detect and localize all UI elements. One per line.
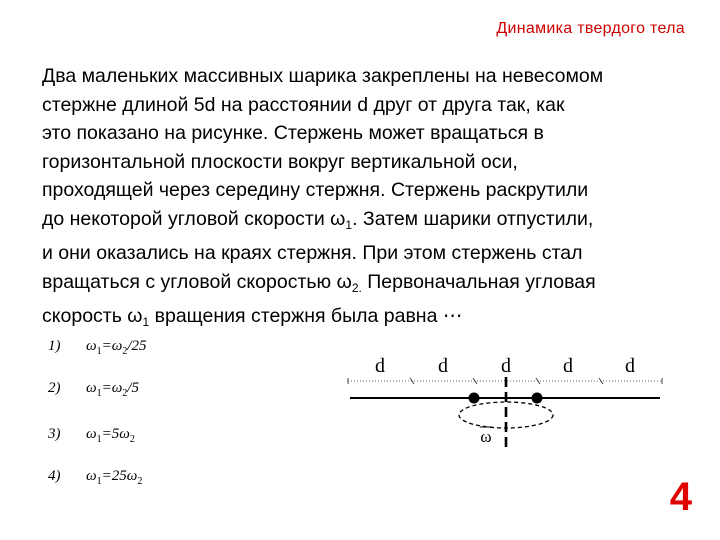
answer-number: 3) (48, 426, 61, 442)
segment-label-d: d (438, 355, 448, 377)
problem-line: Два маленьких массивных шарика закреплены на невесомом (42, 65, 604, 87)
problem-line: это показано на рисунке. Стержень может вращаться в (42, 122, 544, 144)
problem-line-text: скорость ω (42, 305, 143, 327)
problem-text (42, 62, 682, 337)
answer-formula: $\omega_1=\omega_2/25$ (86, 338, 147, 357)
rod-diagram (340, 345, 670, 455)
problem-line-tail: Первоначальная угловая (361, 270, 596, 293)
segment-label-d: d (375, 355, 385, 377)
segment-label-d: d (501, 355, 511, 377)
answer-formula: $\omega_1=5\omega_2$ (86, 426, 135, 445)
ball-right (532, 393, 543, 404)
omega2-subscript: 2. (351, 280, 362, 295)
segment-label-d: d (625, 355, 635, 377)
answer-formula: $\omega_1=\omega_2/5$ (86, 380, 139, 399)
answer-option-4[interactable] (48, 468, 142, 487)
answer-option-2[interactable] (48, 380, 139, 399)
problem-line: и они оказались на краях стержня. При этом стержень стал (42, 242, 583, 264)
problem-line-text: вращаться с угловой скоростью ω (42, 270, 352, 293)
ball-left (469, 393, 480, 404)
problem-line (42, 268, 682, 303)
slide-topic-header: Динамика твердого тела (496, 20, 685, 37)
problem-line: стержне длиной 5d на расстоянии d друг от друга так, как (42, 93, 565, 116)
problem-line (42, 302, 682, 337)
problem-line (42, 205, 682, 240)
problem-line-text: до некоторой угловой скорости ω (42, 207, 346, 230)
problem-line-tail: . Затем шарики отпустили, (352, 207, 594, 230)
answer-number: 2) (48, 380, 61, 396)
answer-formula: $\omega_1=25\omega_2$ (86, 468, 143, 487)
slide-number: 4 (669, 475, 692, 519)
omega-label: ω (480, 427, 492, 446)
answer-number: 1) (48, 338, 61, 354)
omega1-subscript: 1 (142, 315, 150, 329)
answer-option-1[interactable] (48, 338, 146, 357)
omega1-subscript: 1 (345, 217, 353, 232)
problem-line-tail: вращения стержня была равна ⋯ (149, 305, 463, 327)
problem-line: горизонтальной плоскости вокруг вертикальной оси, (42, 150, 518, 173)
segment-label-d: d (563, 355, 573, 377)
problem-line: проходящей через середину стержня. Стержень раскрутили (42, 179, 589, 201)
answer-option-3[interactable] (48, 426, 135, 445)
answer-number: 4) (48, 468, 61, 484)
